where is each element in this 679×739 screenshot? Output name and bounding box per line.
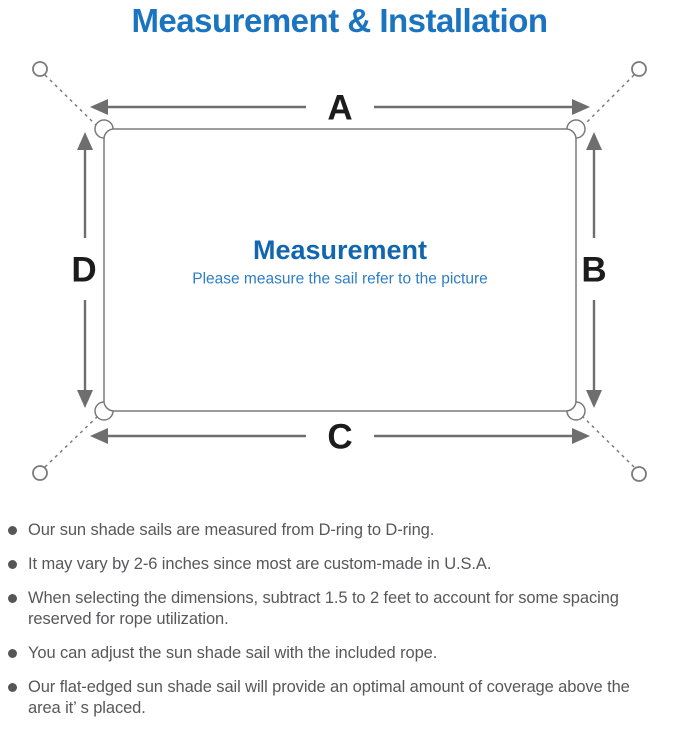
note-text: You can adjust the sun shade sail with the included rope. [28, 643, 438, 662]
bullet-icon [8, 526, 17, 535]
dimension-label-c: C [327, 417, 353, 457]
arrowhead-up-icon [586, 132, 602, 150]
anchor-ring-bottom-right [632, 467, 646, 481]
note-item [8, 554, 665, 575]
dimension-label-d: D [71, 250, 97, 290]
arrowhead-right-icon [572, 99, 590, 115]
note-item [8, 643, 665, 664]
tether-line-top-right [580, 75, 634, 129]
bullet-icon [8, 594, 17, 603]
tether-line-top-left [45, 75, 100, 129]
note-item [8, 677, 665, 719]
tether-line-bottom-left [45, 414, 100, 467]
tether-line-bottom-right [580, 414, 634, 467]
bullet-icon [8, 683, 17, 692]
note-text: Our sun shade sails are measured from D-ring to D-ring. [28, 520, 435, 539]
bullet-icon [8, 649, 17, 658]
arrowhead-up-icon [77, 132, 93, 150]
anchor-ring-bottom-left [33, 466, 47, 480]
arrowhead-left-icon [90, 428, 108, 444]
note-text: Our flat-edged sun shade sail will provide an optimal amount of coverage above the area it’ s placed. [28, 677, 630, 717]
arrowhead-right-icon [572, 428, 590, 444]
anchor-ring-top-left [33, 62, 47, 76]
note-item [8, 588, 665, 630]
arrowhead-left-icon [90, 99, 108, 115]
diagram-center-subtitle: Please measure the sail refer to the picture [192, 270, 488, 288]
dimension-label-b: B [581, 250, 607, 290]
note-text: It may vary by 2-6 inches since most are custom-made in U.S.A. [28, 554, 492, 573]
measurement-diagram [0, 40, 679, 510]
note-text: When selecting the dimensions, subtract 1.5 to 2 feet to account for some spacing reserved for rope utilization. [28, 588, 619, 628]
arrowhead-down-icon [77, 390, 93, 408]
notes-list [0, 510, 679, 719]
dimension-label-a: A [327, 88, 353, 128]
arrowhead-down-icon [586, 390, 602, 408]
note-item [8, 520, 665, 541]
bullet-icon [8, 560, 17, 569]
anchor-ring-top-right [632, 62, 646, 76]
diagram-center-heading: Measurement [252, 234, 428, 265]
page-title: Measurement & Installation [131, 2, 548, 39]
